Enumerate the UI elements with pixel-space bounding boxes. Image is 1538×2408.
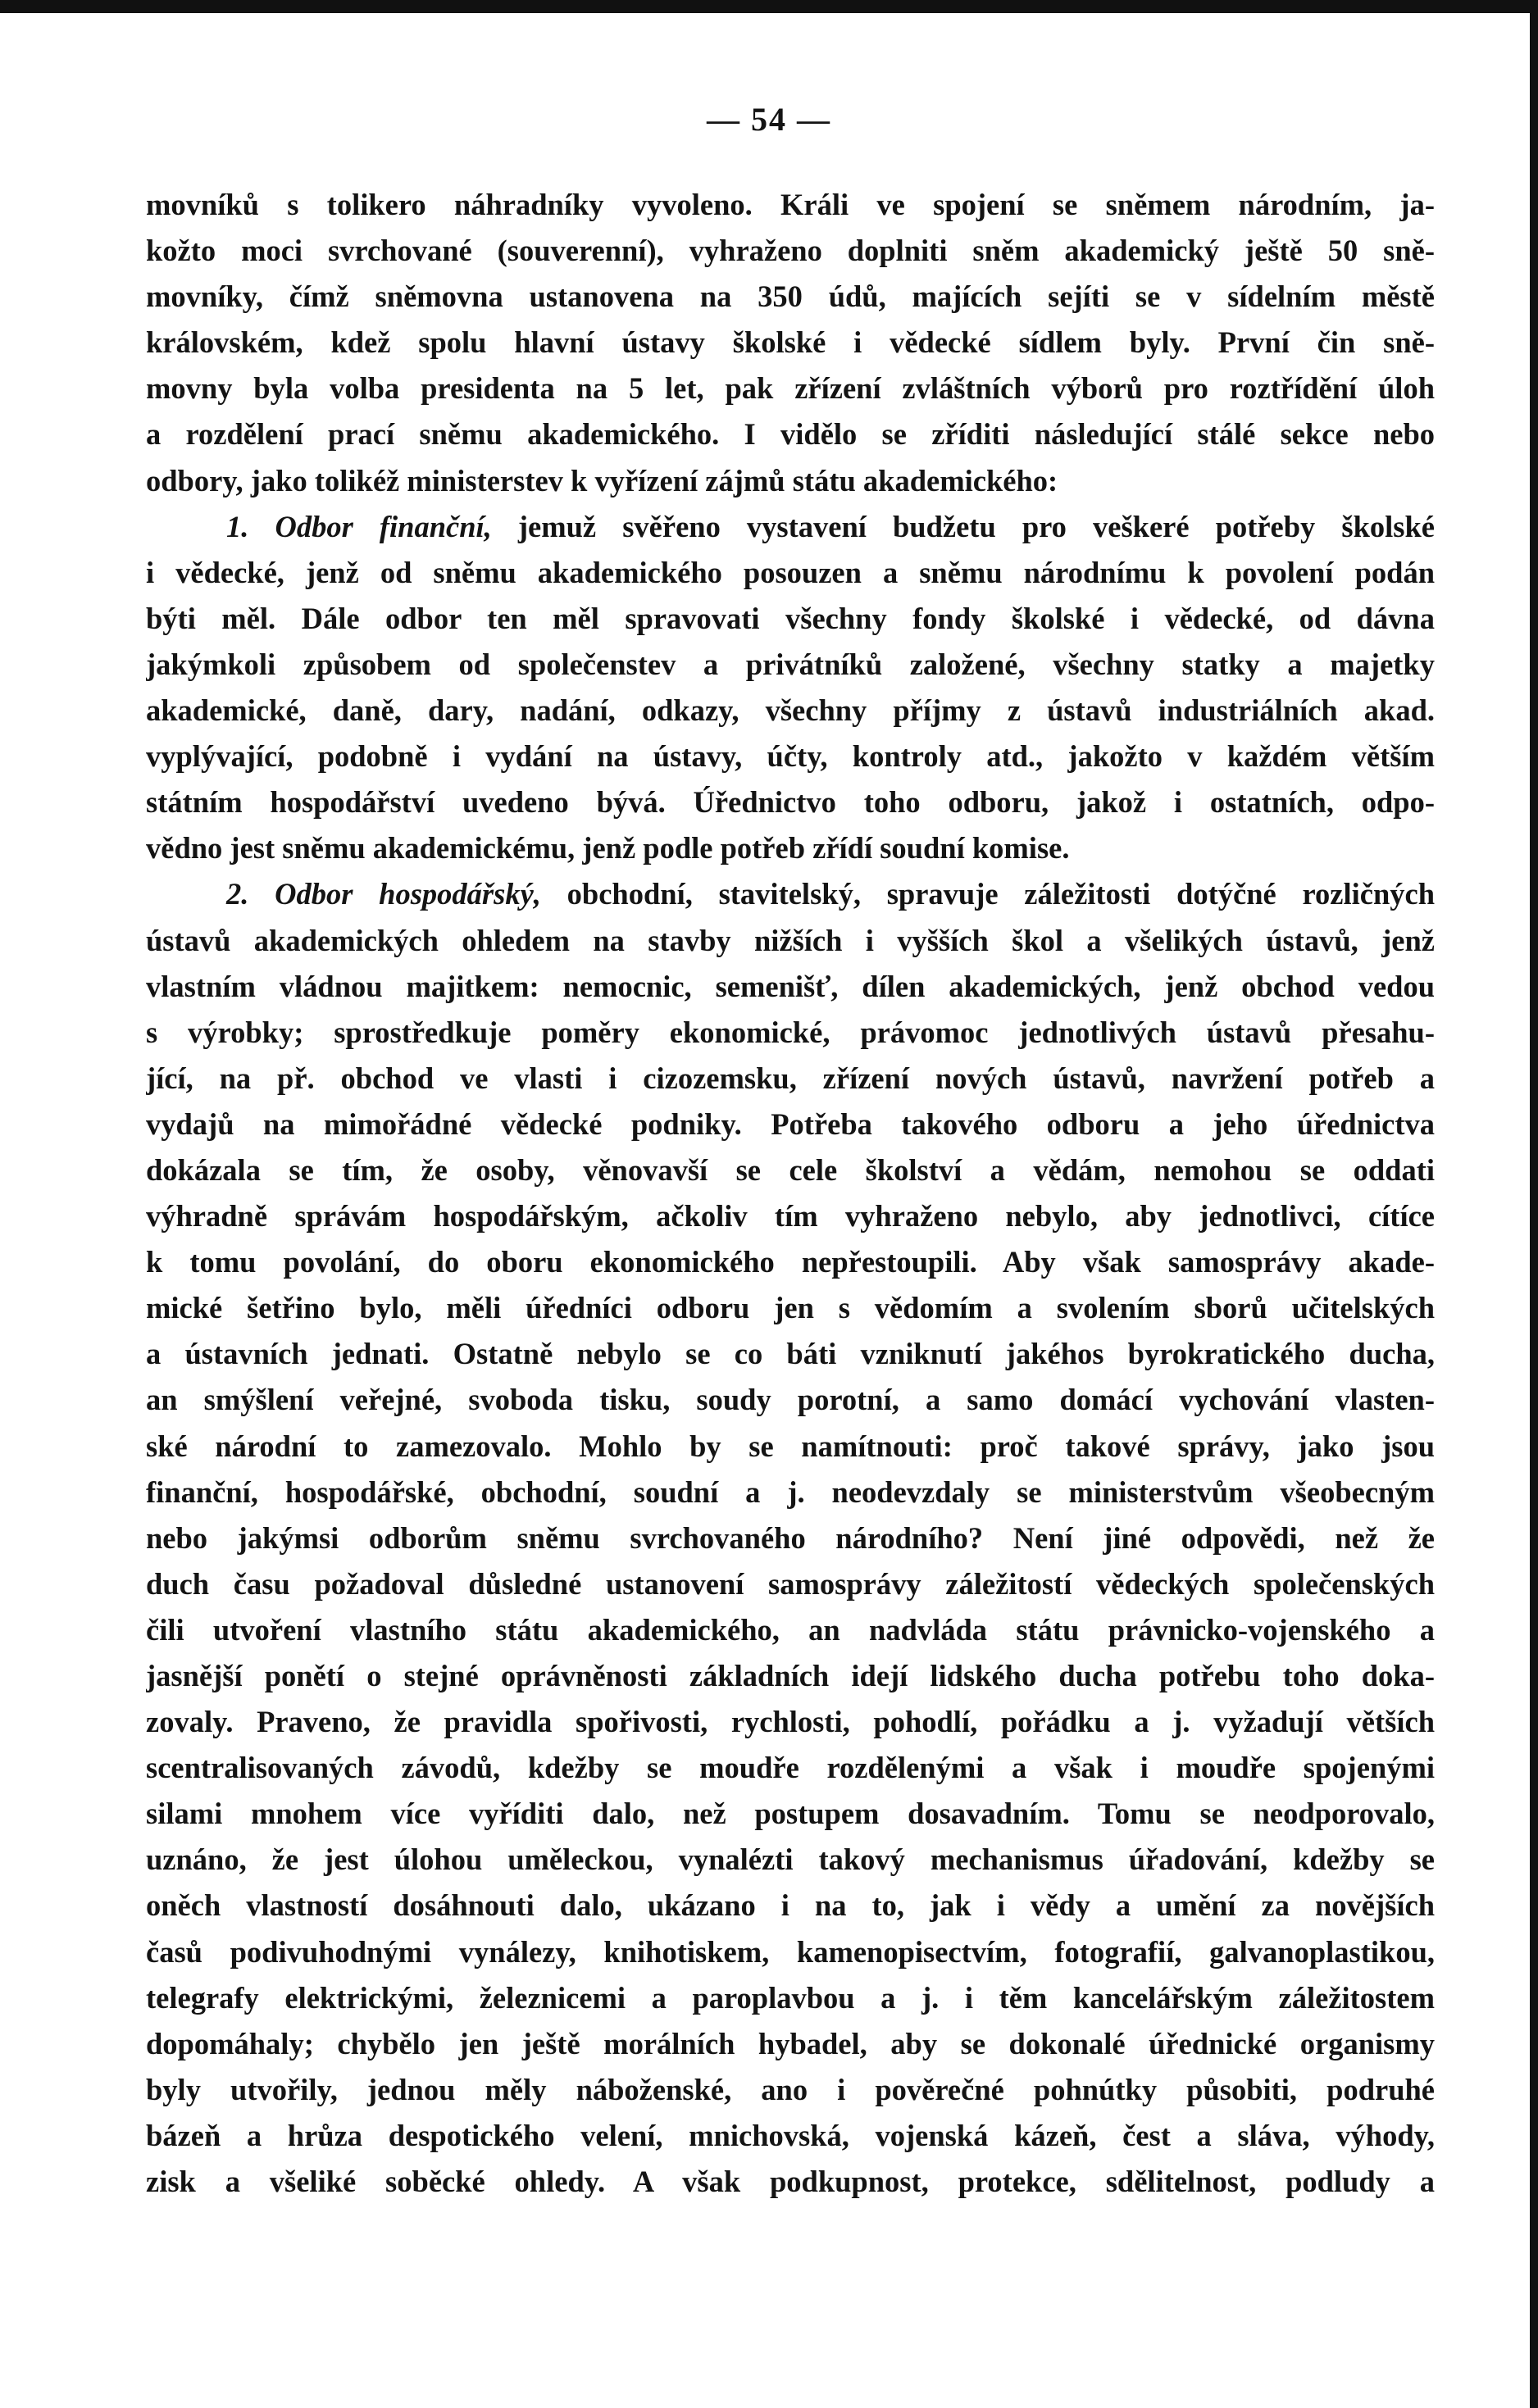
- text-line: a rozdělení prací sněmu akademického. I vidělo se zříditi následující stálé sekce nebo: [146, 417, 1435, 452]
- text-line: vydajů na mimořádné vědecké podniky. Potřeba takového odboru a jeho úřednictva: [146, 1106, 1435, 1141]
- text-fragment: jemuž svěřeno vystavení budžetu pro veškeré potřeby školské: [491, 509, 1435, 543]
- text-line: [146, 871, 1435, 917]
- text-line: státním hospodářství uvedeno bývá. Úřednictvo toho odboru, jakož i ostatních, odpo-: [146, 785, 1435, 820]
- text-line: movníky, čímž sněmovna ustanovena na 350 údů, majících sejíti se v sídelním městě: [146, 279, 1435, 314]
- text-line: ské národní to zamezovalo. Mohlo by se namítnouti: proč takové správy, jako jsou: [146, 1429, 1435, 1463]
- text-line: mické šetřino bylo, měli úředníci odboru jen s vědomím a svolením sborů učitelských: [146, 1291, 1435, 1325]
- text-line: nebo jakýmsi odborům sněmu svrchovaného národního? Není jiné odpovědi, než že: [146, 1520, 1435, 1555]
- section-heading: 1. Odbor finanční,: [226, 509, 492, 543]
- text-line: scentralisovaných závodů, kdežby se moudře rozdělenými a však i moudře spojenými: [146, 1751, 1435, 1785]
- text-line: kožto moci svrchované (souverenní), vyhraženo doplniti sněm akademický ještě 50 sně-: [146, 234, 1435, 268]
- text-line: movníků s tolikero náhradníky vyvoleno. Králi ve spojení se sněmem národním, ja-: [146, 188, 1435, 221]
- text-line: čili utvoření vlastního státu akademického, an nadvláda státu právnicko-vojenského a: [146, 1612, 1435, 1647]
- text-line: vědno jest sněmu akademickému, jenž podle potřeb zřídí soudní komise.: [146, 831, 1070, 866]
- paragraph-finance-department: [146, 504, 1435, 872]
- page-right-edge: [1530, 0, 1538, 2408]
- page-top-edge: [0, 0, 1538, 13]
- text-line: [146, 504, 1435, 550]
- text-line: silami mnohem více vyříditi dalo, než postupem dosavadním. Tomu se neodporovalo,: [146, 1797, 1435, 1831]
- paragraph-economic-department: [146, 871, 1435, 2205]
- text-fragment: obchodní, stavitelský, spravuje záležitosti dotýčné rozličných: [540, 877, 1435, 911]
- text-line: uznáno, že jest úlohou uměleckou, vynalézti takový mechanismus úřadování, kdežby se: [146, 1842, 1435, 1877]
- text-line: zisk a všeliké soběcké ohledy. A však podkupnost, protekce, sdělitelnost, podludy a: [146, 2165, 1435, 2199]
- text-line: akademické, daně, dary, nadání, odkazy, všechny příjmy z ústavů industriálních akad.: [146, 693, 1435, 728]
- text-line: býti měl. Dále odbor ten měl spravovati všechny fondy školské i vědecké, od dávna: [146, 601, 1435, 635]
- section-heading: 2. Odbor hospodářský,: [226, 877, 541, 911]
- text-line: odbory, jako tolikéž ministerstev k vyřízení zájmů státu akademického:: [146, 463, 1058, 498]
- text-line: časů podivuhodnými vynálezy, knihotiskem, kamenopisectvím, fotografií, galvanoplastikou,: [146, 1934, 1435, 1969]
- text-line: vlastním vládnou majitkem: nemocnic, semenišť, dílen akademických, jenž obchod vedou: [146, 969, 1435, 1003]
- text-line: dopomáhaly; chybělo jen ještě morálních hybadel, aby se dokonalé úřednické organismy: [146, 2026, 1435, 2060]
- paragraph: [146, 182, 1435, 504]
- text-line: telegrafy elektrickými, železnicemi a paroplavbou a j. i těm kancelářským záležitostem: [146, 1980, 1435, 2015]
- text-line: a ústavních jednati. Ostatně nebylo se co báti vzniknutí jakéhos byrokratického ducha,: [146, 1337, 1435, 1371]
- text-line: výhradně správám hospodářským, ačkoliv tím vyhraženo nebylo, aby jednotlivci, cítíce: [146, 1199, 1435, 1234]
- text-line: bázeň a hrůza despotického velení, mnichovská, vojenská kázeň, čest a sláva, výhody,: [146, 2118, 1435, 2152]
- text-line: k tomu povolání, do oboru ekonomického nepřestoupili. Aby však samosprávy akade-: [146, 1245, 1435, 1279]
- text-line: jící, na př. obchod ve vlasti i cizozemsku, zřízení nových ústavů, navržení potřeb a: [146, 1061, 1435, 1095]
- text-line: finanční, hospodářské, obchodní, soudní a j. neodevzdaly se ministerstvům všeobecným: [146, 1474, 1435, 1509]
- text-line: královském, kdež spolu hlavní ústavy školské i vědecké sídlem byly. První čin sně-: [146, 325, 1435, 360]
- text-line: i vědecké, jenž od sněmu akademického posouzen a sněmu národnímu k povolení podán: [146, 555, 1435, 589]
- text-line: vyplývající, podobně i vydání na ústavy, účty, kontroly atd., jakožto v každém větším: [146, 739, 1435, 774]
- page-number: — 54 —: [707, 101, 831, 138]
- text-line: dokázala se tím, že osoby, věnovavší se cele školství a vědám, nemohou se oddati: [146, 1152, 1435, 1187]
- text-line: oněch vlastností dosáhnouti dalo, ukázano i na to, jak i vědy a umění za novějších: [146, 1888, 1435, 1923]
- text-line: ústavů akademických ohledem na stavby nižších i vyšších škol a všelikých ústavů, jenž: [146, 923, 1435, 957]
- text-line: movny byla volba presidenta na 5 let, pak zřízení zvláštních výborů pro roztřídění úloh: [146, 371, 1435, 406]
- text-line: jakýmkoli způsobem od společenstev a privátníků založené, všechny statky a majetky: [146, 647, 1435, 681]
- text-body: [146, 182, 1435, 2205]
- text-line: byly utvořily, jednou měly náboženské, ano i pověrečné pohnútky působiti, podruhé: [146, 2072, 1435, 2106]
- text-line: jasnější ponětí o stejné oprávněnosti základních idejí lidského ducha potřebu toho doka-: [146, 1659, 1435, 1692]
- text-line: zovaly. Praveno, že pravidla spořivosti, rychlosti, pohodlí, pořádku a j. vyžadují větších: [146, 1705, 1435, 1739]
- text-line: s výrobky; sprostředkuje poměry ekonomické, právomoc jednotlivých ústavů přesahu-: [146, 1015, 1435, 1049]
- text-line: an smýšlení veřejné, svoboda tisku, soudy porotní, a samo domácí vychování vlasten-: [146, 1383, 1435, 1417]
- text-line: duch času požadoval důsledné ustanovení samosprávy záležitostí vědeckých společenských: [146, 1566, 1435, 1601]
